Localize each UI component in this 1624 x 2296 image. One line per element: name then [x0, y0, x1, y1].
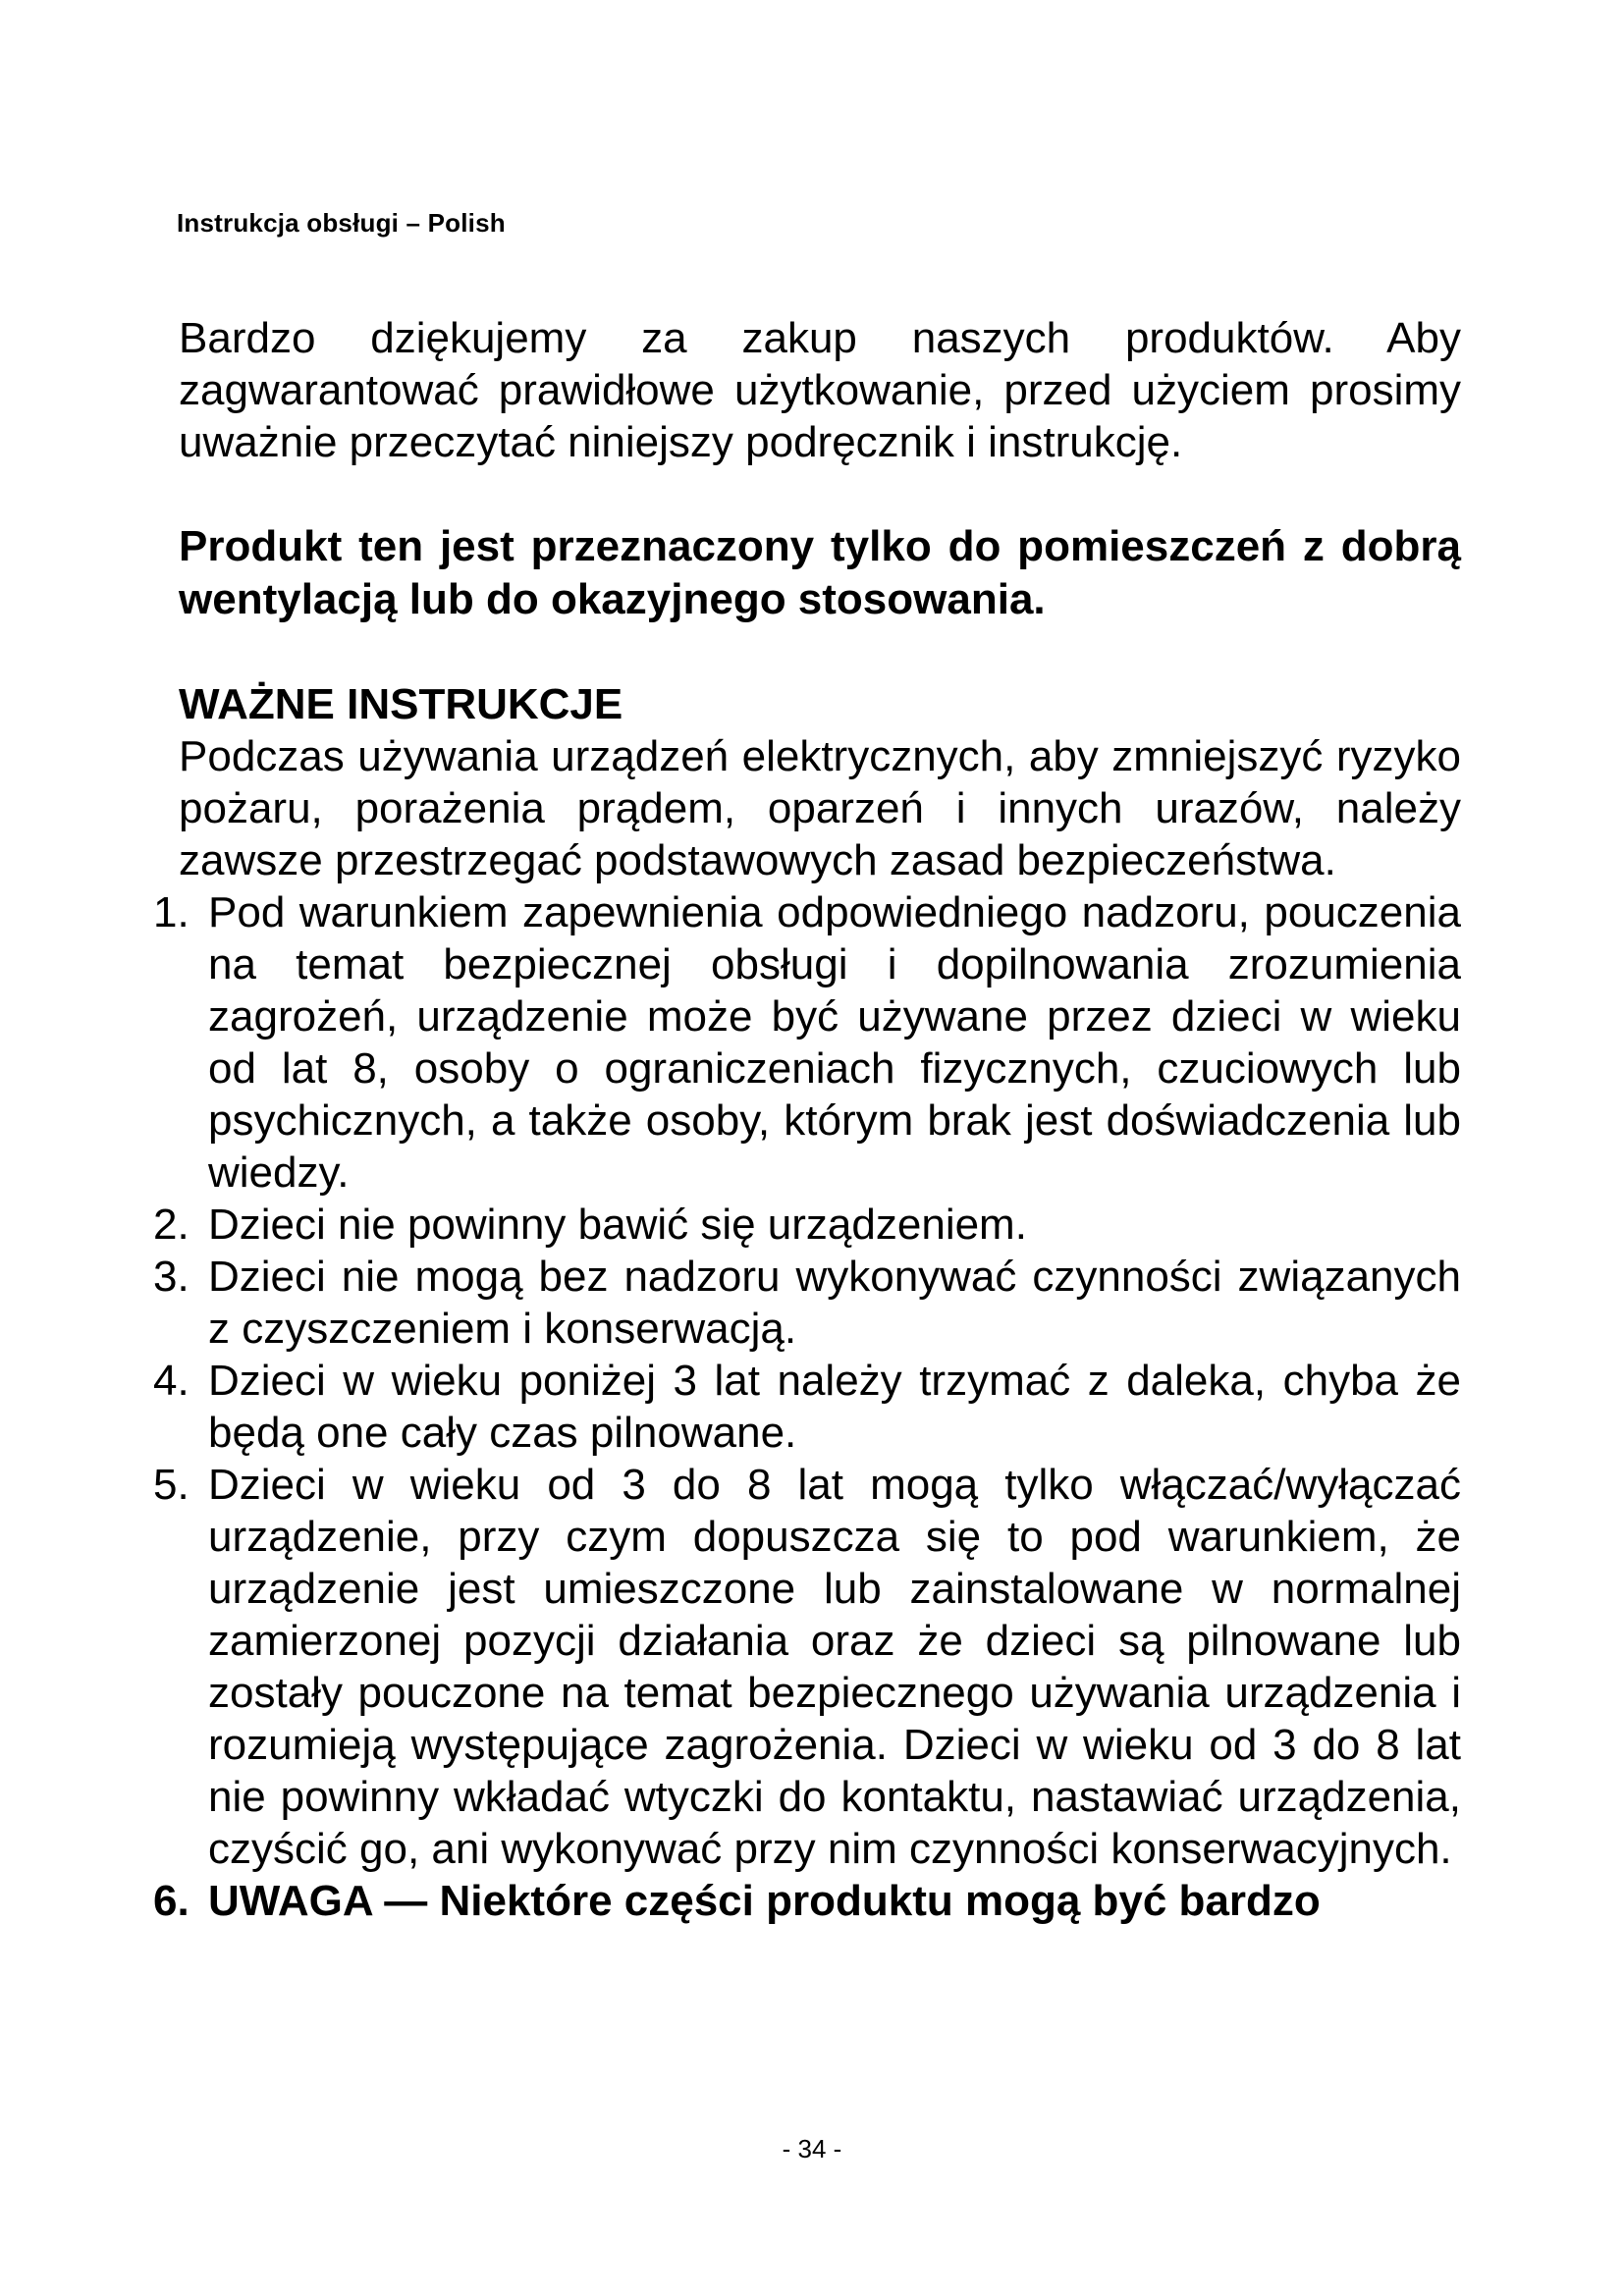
list-item-number: 5.: [153, 1461, 189, 1509]
list-item-number: 3.: [153, 1253, 189, 1301]
list-item: [153, 1251, 1461, 1355]
list-item-text: Dzieci w wieku od 3 do 8 lat mogą tylko włączać/wyłączać urządzenie, przy czym dopuszcza się to pod warunkiem, że urządzenie jest umieszczone lub zainstalowane w normalnej zamierzonej pozycji działania oraz że dzieci są pilnowane lub zostały pouczone na temat bezpiecznego używania urządzenia i rozumieją występujące zagrożenia. Dzieci w wieku od 3 do 8 lat nie powinny wkładać wtyczki do kontaktu, nastawiać urządzenia, czyścić go, ani wykonywać przy nim czynności konserwacyjnych.: [208, 1461, 1461, 1873]
list-item: [153, 886, 1461, 1199]
section-title: WAŻNE INSTRUKCJE: [179, 680, 623, 728]
ventilation-notice: Produkt ten jest przeznaczony tylko do pomieszczeń z dobrą wentylacją lub do okazyjnego stosowania.: [179, 522, 1461, 623]
list-item: [153, 1355, 1461, 1459]
list-item-text: Pod warunkiem zapewnienia odpowiedniego nadzoru, pouczenia na temat bezpiecznej obsługi i dopilnowania zrozumienia zagrożeń, urządzenie może być używane przez dzieci w wieku od lat 8, osoby o ograniczeniach fizycznych, czuciowych lub psychicznych, a także osoby, którym brak jest doświadczenia lub wiedzy.: [208, 888, 1461, 1197]
safety-instructions-list: [153, 886, 1461, 1927]
intro-paragraph: Bardzo dziękujemy za zakup naszych produktów. Aby zagwarantować prawidłowe użytkowanie, przed użyciem prosimy uważnie przeczytać niniejszy podręcznik i instrukcję.: [179, 314, 1461, 466]
list-item-number: 2.: [153, 1201, 189, 1249]
list-item-text: Dzieci nie powinny bawić się urządzeniem.: [208, 1201, 1027, 1249]
list-item-number: 4.: [153, 1357, 189, 1405]
list-item: [153, 1459, 1461, 1875]
list-item-text: Dzieci w wieku poniżej 3 lat należy trzymać z daleka, chyba że będą one cały czas pilnowane.: [208, 1357, 1461, 1457]
list-item-number: 6.: [153, 1877, 189, 1925]
page-number: - 34 -: [782, 2134, 842, 2163]
list-item-text: Dzieci nie mogą bez nadzoru wykonywać czynności związanych z czyszczeniem i konserwacją.: [208, 1253, 1461, 1353]
page-content: [153, 312, 1461, 1927]
list-item-text: UWAGA — Niektóre części produktu mogą być bardzo: [208, 1877, 1321, 1925]
running-header: Instrukcja obsługi – Polish: [177, 208, 506, 238]
list-item-number: 1.: [153, 888, 189, 936]
list-item: [153, 1199, 1461, 1251]
list-item-warning: [153, 1875, 1461, 1927]
section-intro-paragraph: Podczas używania urządzeń elektrycznych, aby zmniejszyć ryzyko pożaru, porażenia prądem, oparzeń i innych urazów, należy zawsze przestrzegać podstawowych zasad bezpieczeństwa.: [179, 732, 1461, 884]
